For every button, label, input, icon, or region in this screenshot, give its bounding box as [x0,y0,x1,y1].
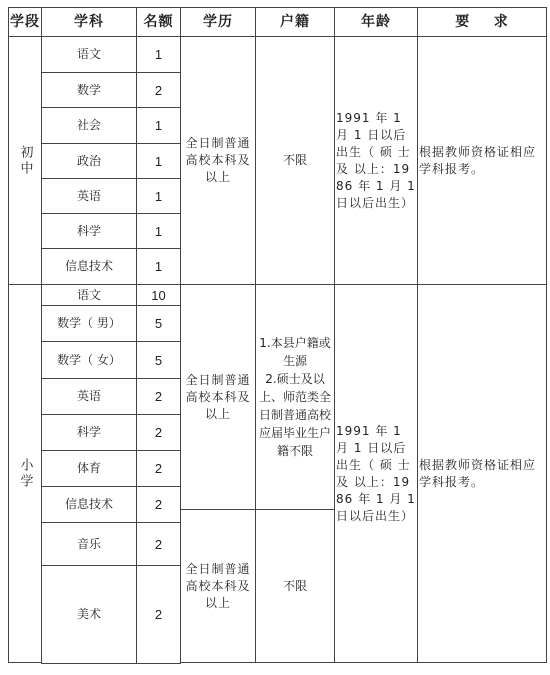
quota-cell: 1 [136,36,181,73]
subject-cell: 科学 [41,414,137,451]
subject-cell: 数学（ 女） [41,341,137,379]
header-residence: 户籍 [255,7,335,37]
subject-cell: 数学 [41,72,137,108]
quota-cell: 1 [136,107,181,144]
primary-education-a: 全日制普通高校本科及以上 [180,284,256,510]
quota-cell: 2 [136,378,181,415]
subject-cell: 美术 [41,565,137,664]
junior-residence: 不限 [255,36,335,285]
recruitment-table [8,7,547,663]
subject-cell: 体育 [41,450,137,487]
stage-junior: 初中 [8,36,42,285]
primary-residence-b: 不限 [255,509,335,663]
quota-cell: 2 [136,486,181,523]
header-subject: 学科 [41,7,137,37]
header-stage: 学段 [8,7,42,37]
subject-cell: 社会 [41,107,137,144]
subject-cell: 信息技术 [41,486,137,523]
header-requirement: 要 求 [417,7,547,37]
quota-cell: 2 [136,72,181,108]
subject-cell: 英语 [41,378,137,415]
quota-cell: 2 [136,565,181,664]
stage-primary: 小学 [8,284,42,663]
junior-age: 1991 年 1 月 1 日以后出生（ 硕 士 及 以上：1986 年 1 月 1 日以后出生） [334,36,418,285]
quota-cell: 1 [136,248,181,285]
subject-cell: 政治 [41,143,137,179]
subject-cell: 语文 [41,36,137,73]
header-education: 学历 [180,7,256,37]
quota-cell: 5 [136,305,181,342]
junior-requirement: 根据教师资格证相应学科报考。 [417,36,547,285]
quota-cell: 10 [136,284,181,306]
primary-age: 1991 年 1 月 1 日以后出生（ 硕 士 及 以上：1986 年 1 月 1 日以后出生） [334,284,418,663]
header-quota: 名额 [136,7,181,37]
quota-cell: 1 [136,143,181,179]
header-age: 年龄 [334,7,418,37]
junior-education: 全日制普通高校本科及以上 [180,36,256,285]
quota-cell: 1 [136,213,181,249]
primary-residence-a: 1.本县户籍或生源 2.硕士及以上、师范类全日制普通高校应届毕业生户籍不限 [255,284,335,510]
quota-cell: 2 [136,522,181,566]
primary-education-b: 全日制普通高校本科及以上 [180,509,256,663]
quota-cell: 5 [136,341,181,379]
quota-cell: 2 [136,414,181,451]
subject-cell: 英语 [41,178,137,214]
subject-cell: 信息技术 [41,248,137,285]
quota-cell: 1 [136,178,181,214]
subject-cell: 语文 [41,284,137,306]
primary-requirement: 根据教师资格证相应学科报考。 [417,284,547,663]
quota-cell: 2 [136,450,181,487]
subject-cell: 科学 [41,213,137,249]
subject-cell: 音乐 [41,522,137,566]
subject-cell: 数学（ 男） [41,305,137,342]
